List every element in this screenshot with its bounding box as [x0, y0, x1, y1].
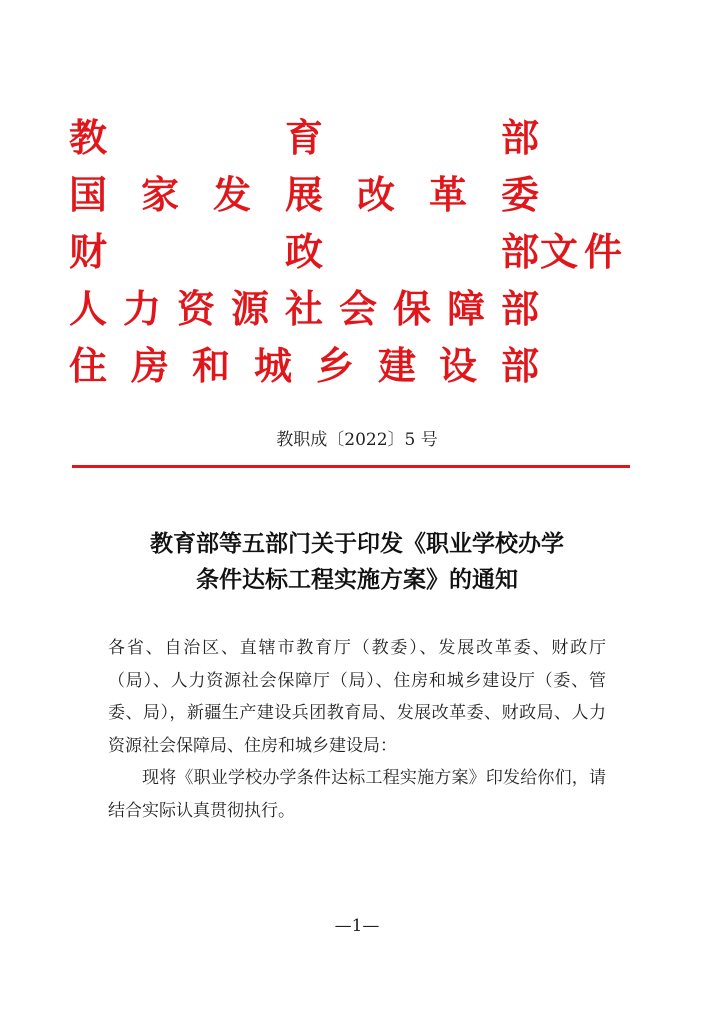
masthead-char: 财 [68, 230, 107, 274]
masthead-char: 部 [500, 230, 539, 274]
masthead-char: 房 [130, 344, 169, 388]
masthead-char: 建 [377, 344, 416, 388]
masthead-char: 发 [212, 173, 251, 217]
document-body [108, 632, 606, 827]
red-separator-line [72, 465, 630, 468]
masthead-char: 人 [68, 287, 107, 331]
masthead-char: 国 [68, 173, 107, 217]
masthead-char: 力 [122, 287, 161, 331]
masthead-char: 资 [176, 287, 215, 331]
masthead-char: 会 [338, 287, 377, 331]
masthead-char: 障 [446, 287, 485, 331]
masthead-char: 家 [140, 173, 179, 217]
document-number: 教职成〔2022〕5 号 [276, 430, 438, 450]
addressee-paragraph: 各省、自治区、直辖市教育厅（教委）、发展改革委、财政厅（局）、人力资源社会保障厅（局）、住房和城乡建设厅（委、管委、局），新疆生产建设兵团教育局、发展改革委、财政局、人力资源社会保障局、住房和城乡建设局： [108, 638, 606, 756]
masthead-char: 展 [284, 173, 323, 217]
page-number: —1— [334, 916, 380, 936]
document-title [0, 526, 714, 598]
masthead-char: 设 [438, 344, 477, 388]
masthead-char: 保 [392, 287, 431, 331]
document-suffix: 文件 [540, 230, 629, 274]
masthead-char: 住 [68, 344, 107, 388]
masthead-char: 源 [230, 287, 269, 331]
masthead-char: 社 [284, 287, 323, 331]
body-paragraph: 现将《职业学校办学条件达标工程实施方案》印发给你们，请结合实际认真贯彻执行。 [108, 768, 606, 821]
masthead-char: 部 [500, 287, 539, 331]
masthead-char: 改 [356, 173, 395, 217]
masthead-char: 育 [284, 116, 323, 160]
masthead-char: 部 [500, 116, 539, 160]
masthead-char: 委 [500, 173, 539, 217]
masthead-char: 革 [428, 173, 467, 217]
title-line: 教育部等五部门关于印发《职业学校办学 [150, 530, 564, 557]
masthead-char: 城 [253, 344, 292, 388]
title-line: 条件达标工程实施方案》的通知 [196, 566, 518, 593]
masthead-char: 部 [500, 344, 539, 388]
masthead-char: 政 [284, 230, 323, 274]
masthead-char: 和 [191, 344, 230, 388]
masthead-char: 乡 [315, 344, 354, 388]
masthead-char: 教 [68, 116, 107, 160]
